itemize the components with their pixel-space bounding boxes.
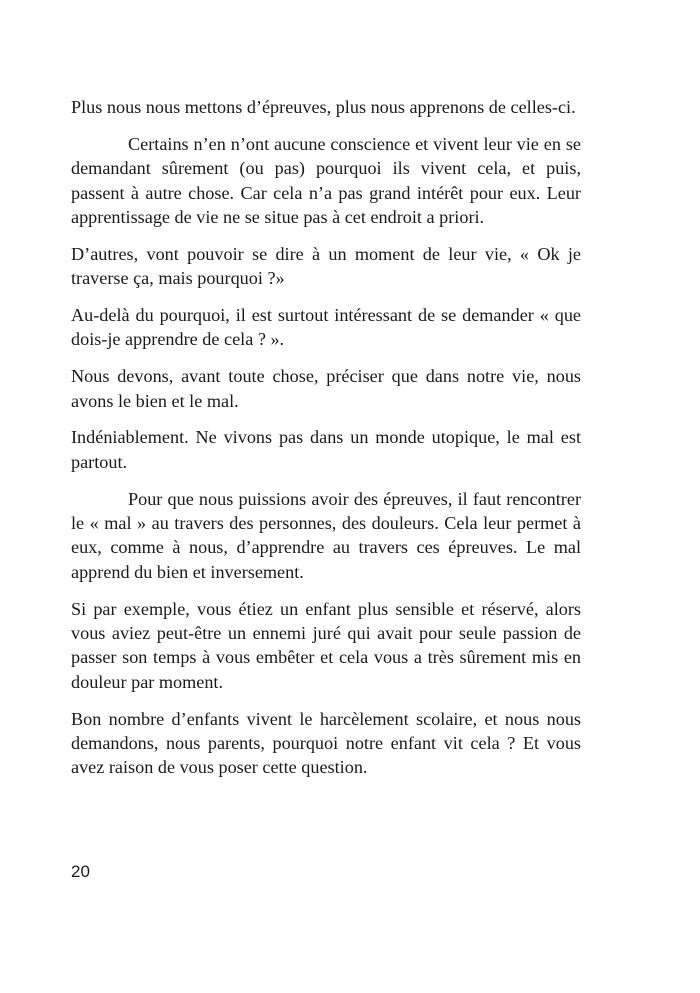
paragraph: Indéniablement. Ne vivons pas dans un monde utopique, le mal est partout. [71, 427, 581, 472]
paragraph: Bon nombre d’enfants vivent le harcèlement scolaire, et nous nous demandons, nous parents, pourquoi notre enfant vit cela ? Et vous avez raison de vous poser cette question. [71, 708, 581, 778]
paragraph: Plus nous nous mettons d’épreuves, plus nous apprenons de celles-ci. [71, 97, 576, 117]
paragraph: Pour que nous puissions avoir des épreuves, il faut rencontrer le « mal » au travers des personnes, des douleurs. Cela leur permet à eux, comme à nous, d’apprendre au travers ces épreuves. Le mal apprend du bien et inversement. [71, 488, 581, 582]
paragraph: Nous devons, avant toute chose, préciser que dans notre vie, nous avons le bien et le mal. [71, 366, 581, 411]
paragraph: Si par exemple, vous étiez un enfant plus sensible et réservé, alors vous aviez peut-être un ennemi juré qui avait pour seule passion de passer son temps à vous embêter et cela vous a très sûrement mis en douleur par moment. [71, 598, 581, 692]
paragraph: Au-delà du pourquoi, il est surtout intéressant de se demander « que dois-je apprendre de cela ? ». [71, 305, 581, 350]
paragraph: Certains n’en n’ont aucune conscience et vivent leur vie en se demandant sûrement (ou pas) pourquoi ils vivent cela, et puis, passent à autre chose. Car cela n’a pas grand intérêt pour eux. Leur apprentissage de vie ne se situe pas à cet endroit a priori. [71, 133, 581, 228]
page-body [71, 95, 581, 792]
paragraph: D’autres, vont pouvoir se dire à un moment de leur vie, « Ok je traverse ça, mais pourquoi ?» [71, 243, 581, 289]
page-number: 20 [71, 862, 90, 881]
